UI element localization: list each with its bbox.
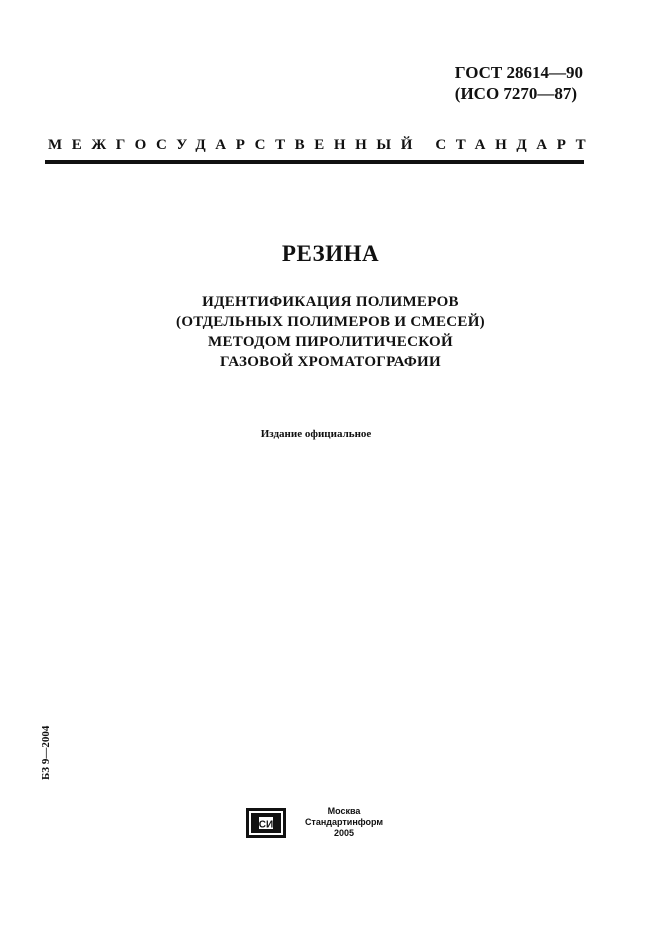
publisher-name: Стандартинформ <box>304 817 384 827</box>
publisher-city: Москва <box>327 806 361 816</box>
gost-number: ГОСТ 28614—90 <box>454 63 583 82</box>
standartinform-logo-icon <box>246 808 286 838</box>
subtitle-line: (ОТДЕЛЬНЫХ ПОЛИМЕРОВ И СМЕСЕЙ) <box>176 314 485 330</box>
side-code: БЗ 9—2004 <box>40 725 52 780</box>
page-title: РЕЗИНА <box>281 241 380 266</box>
subtitle-line: ИДЕНТИФИКАЦИЯ ПОЛИМЕРОВ <box>202 294 459 310</box>
publisher-year: 2005 <box>333 828 355 838</box>
header-divider <box>45 160 584 164</box>
logo-text: СИ <box>258 819 274 831</box>
edition-note: Издание официальное <box>260 428 372 440</box>
publisher-block <box>296 806 392 839</box>
document-number <box>455 62 583 104</box>
iso-number: (ИСО 7270—87) <box>454 84 578 103</box>
subtitle-line: ГАЗОВОЙ ХРОМАТОГРАФИИ <box>220 354 441 370</box>
document-subtitle <box>0 292 661 372</box>
standard-type-banner: МЕЖГОСУДАРСТВЕННЫЙ СТАНДАРТ <box>48 137 596 153</box>
subtitle-line: МЕТОДОМ ПИРОЛИТИЧЕСКОЙ <box>208 334 453 350</box>
